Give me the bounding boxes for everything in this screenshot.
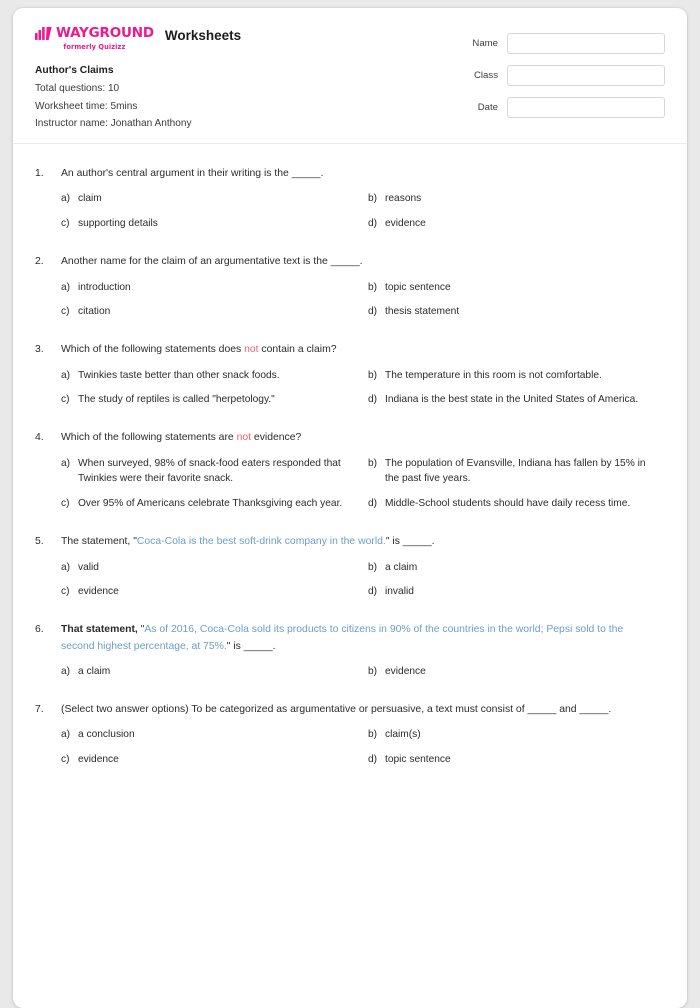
option-text: introduction (78, 281, 131, 293)
option-text: Over 95% of Americans celebrate Thanksgiving each year. (78, 498, 343, 510)
option-text: claim(s) (385, 729, 421, 741)
option-text: valid (78, 561, 99, 573)
option-text: Middle-School students should have daily recess time. (385, 498, 631, 510)
answer-option[interactable] (368, 456, 665, 488)
option-letter: d) (368, 498, 378, 510)
question-number: 6. (35, 624, 44, 636)
question-head (35, 534, 665, 550)
worksheet-header (13, 8, 687, 144)
negation-highlight: not (244, 344, 259, 356)
question-text (61, 622, 665, 655)
answer-options (61, 560, 665, 601)
question-number: 1. (35, 168, 44, 179)
question-text-part: " (137, 624, 145, 636)
option-text: reasons (385, 193, 422, 205)
question-text (61, 166, 665, 182)
option-letter: a) (61, 281, 71, 293)
option-text: claim (78, 193, 102, 205)
logo-main (35, 27, 154, 41)
question-number: 7. (35, 703, 44, 715)
answer-option[interactable] (368, 216, 665, 232)
option-letter: c) (61, 498, 70, 510)
class-label: Class (474, 70, 498, 81)
option-letter: c) (61, 306, 70, 318)
option-letter: a) (61, 457, 71, 469)
instructor-name: Instructor name: Jonathan Anthony (35, 118, 192, 129)
answer-options (61, 456, 665, 512)
questions-list (13, 144, 687, 768)
answer-option[interactable] (368, 368, 665, 384)
answer-options (61, 280, 665, 321)
page-title: Worksheets (164, 28, 242, 43)
option-letter: b) (368, 369, 378, 381)
wayground-logo (35, 27, 154, 51)
answer-option[interactable] (61, 280, 368, 296)
question-text-part: (Select two answer options) To be categorized as argumentative or persuasive, a text must consist of _____ and _____. (61, 703, 612, 715)
question-number: 2. (35, 256, 44, 268)
question-text-part: " is _____. (226, 640, 276, 652)
question-text-bold: That statement, (61, 624, 138, 636)
question-text-part: contain a claim? (258, 344, 337, 356)
answer-option[interactable] (368, 664, 665, 680)
option-text: When surveyed, 98% of snack-food eaters responded that Twinkies were their favorite snack. (78, 457, 341, 485)
question-text-part: Which of the following statements are (61, 432, 237, 444)
option-letter: b) (368, 193, 378, 205)
quoted-statement: Coca-Cola is the best soft-drink company in the world. (136, 536, 386, 548)
question-block (35, 430, 665, 512)
question-text-part: Which of the following statements does (61, 344, 245, 356)
answer-options (61, 664, 665, 680)
option-text: citation (78, 306, 111, 318)
option-text: evidence (385, 218, 426, 230)
option-letter: d) (368, 218, 378, 230)
question-text-part: evidence? (251, 432, 302, 444)
answer-option[interactable] (61, 304, 368, 320)
worksheet-title: Author's Claims (35, 65, 114, 76)
field-row-name (465, 33, 665, 54)
option-text: topic sentence (385, 754, 451, 766)
answer-option[interactable] (61, 368, 368, 384)
question-text-part: An author's central argument in their writing is the _____. (61, 168, 324, 179)
option-letter: c) (61, 586, 70, 598)
option-text: Twinkies taste better than other snack foods. (78, 369, 280, 381)
worksheet-page (13, 8, 687, 1008)
question-number: 5. (35, 536, 44, 548)
answer-option[interactable] (368, 560, 665, 576)
answer-option[interactable] (368, 280, 665, 296)
question-text-part: The statement, " (61, 536, 137, 548)
question-text (61, 430, 665, 446)
answer-option[interactable] (61, 560, 368, 576)
question-text (61, 534, 665, 550)
option-text: The study of reptiles is called "herpetology." (78, 394, 275, 406)
option-text: evidence (78, 586, 119, 598)
quoted-statement: As of 2016, Coca-Cola sold its products to citizens in 90% of the countries in the world; Pepsi sold to the second highest percentage, at 75%. (61, 624, 624, 652)
answer-option[interactable] (61, 727, 368, 743)
question-head (35, 342, 665, 358)
question-block (35, 702, 665, 768)
answer-option[interactable] (368, 304, 665, 320)
option-letter: a) (61, 666, 71, 677)
answer-option[interactable] (61, 584, 368, 600)
answer-option[interactable] (61, 496, 368, 512)
answer-options (61, 368, 665, 409)
question-block (35, 166, 665, 232)
option-text: supporting details (78, 218, 158, 230)
option-letter: a) (61, 193, 71, 205)
option-text: The temperature in this room is not comfortable. (385, 369, 602, 381)
question-text (61, 342, 665, 358)
option-letter: b) (368, 281, 378, 293)
option-letter: d) (368, 754, 378, 766)
option-letter: b) (368, 729, 378, 741)
answer-options (61, 191, 665, 232)
answer-option[interactable] (368, 191, 665, 207)
question-text-part: " is _____. (385, 536, 435, 548)
logo-subtitle: formerly Quizizz (63, 43, 126, 51)
option-text: a conclusion (78, 729, 135, 741)
worksheet-time: Worksheet time: 5mins (35, 100, 138, 112)
option-letter: c) (61, 394, 70, 406)
option-text: The population of Evansville, Indiana has fallen by 15% in the past five years. (385, 457, 646, 485)
option-text: topic sentence (385, 281, 451, 293)
answer-option[interactable] (368, 392, 665, 408)
answer-option[interactable] (61, 752, 368, 768)
question-block (35, 622, 665, 680)
question-number: 4. (35, 432, 44, 444)
option-letter: b) (368, 457, 378, 469)
answer-option[interactable] (368, 584, 665, 600)
date-label: Date (477, 102, 498, 113)
option-letter: a) (61, 561, 71, 573)
answer-option[interactable] (61, 392, 368, 408)
option-text: Indiana is the best state in the United States of America. (385, 394, 639, 406)
answer-option[interactable] (61, 191, 368, 207)
option-letter: a) (61, 369, 71, 381)
total-questions: Total questions: 10 (35, 83, 120, 94)
answer-option[interactable] (61, 664, 368, 680)
name-label: Name (472, 38, 498, 49)
field-row-date (465, 97, 665, 118)
answer-options (61, 727, 665, 768)
date-input[interactable] (507, 97, 665, 118)
question-head (35, 702, 665, 718)
wayground-bars-icon (35, 27, 52, 40)
question-text (61, 254, 665, 270)
question-text (61, 702, 665, 718)
question-text-part: Another name for the claim of an argumentative text is the _____. (61, 256, 363, 268)
option-text: a claim (385, 561, 418, 573)
question-head (35, 166, 665, 182)
option-text: a claim (78, 666, 111, 677)
class-input[interactable] (507, 65, 665, 86)
logo-wordmark: WAYGROUND (56, 25, 154, 41)
answer-option[interactable] (368, 752, 665, 768)
option-letter: a) (61, 729, 71, 741)
answer-option[interactable] (61, 216, 368, 232)
option-letter: c) (61, 218, 70, 230)
option-text: thesis statement (385, 306, 460, 318)
option-text: evidence (385, 666, 426, 677)
answer-option[interactable] (61, 456, 368, 488)
option-letter: b) (368, 561, 378, 573)
option-text: invalid (385, 586, 414, 598)
question-head (35, 622, 665, 655)
question-head (35, 254, 665, 270)
negation-highlight: not (236, 432, 252, 444)
question-head (35, 430, 665, 446)
question-block (35, 534, 665, 600)
question-number: 3. (35, 344, 44, 356)
option-letter: d) (368, 586, 378, 598)
answer-option[interactable] (368, 496, 665, 512)
answer-option[interactable] (368, 727, 665, 743)
option-letter: d) (368, 306, 378, 318)
name-input[interactable] (507, 33, 665, 54)
option-text: evidence (78, 754, 119, 766)
field-row-class (465, 65, 665, 86)
option-letter: d) (368, 394, 378, 406)
option-letter: c) (61, 754, 70, 766)
option-letter: b) (368, 666, 378, 677)
student-info-fields (465, 33, 665, 129)
question-block (35, 254, 665, 320)
question-block (35, 342, 665, 408)
